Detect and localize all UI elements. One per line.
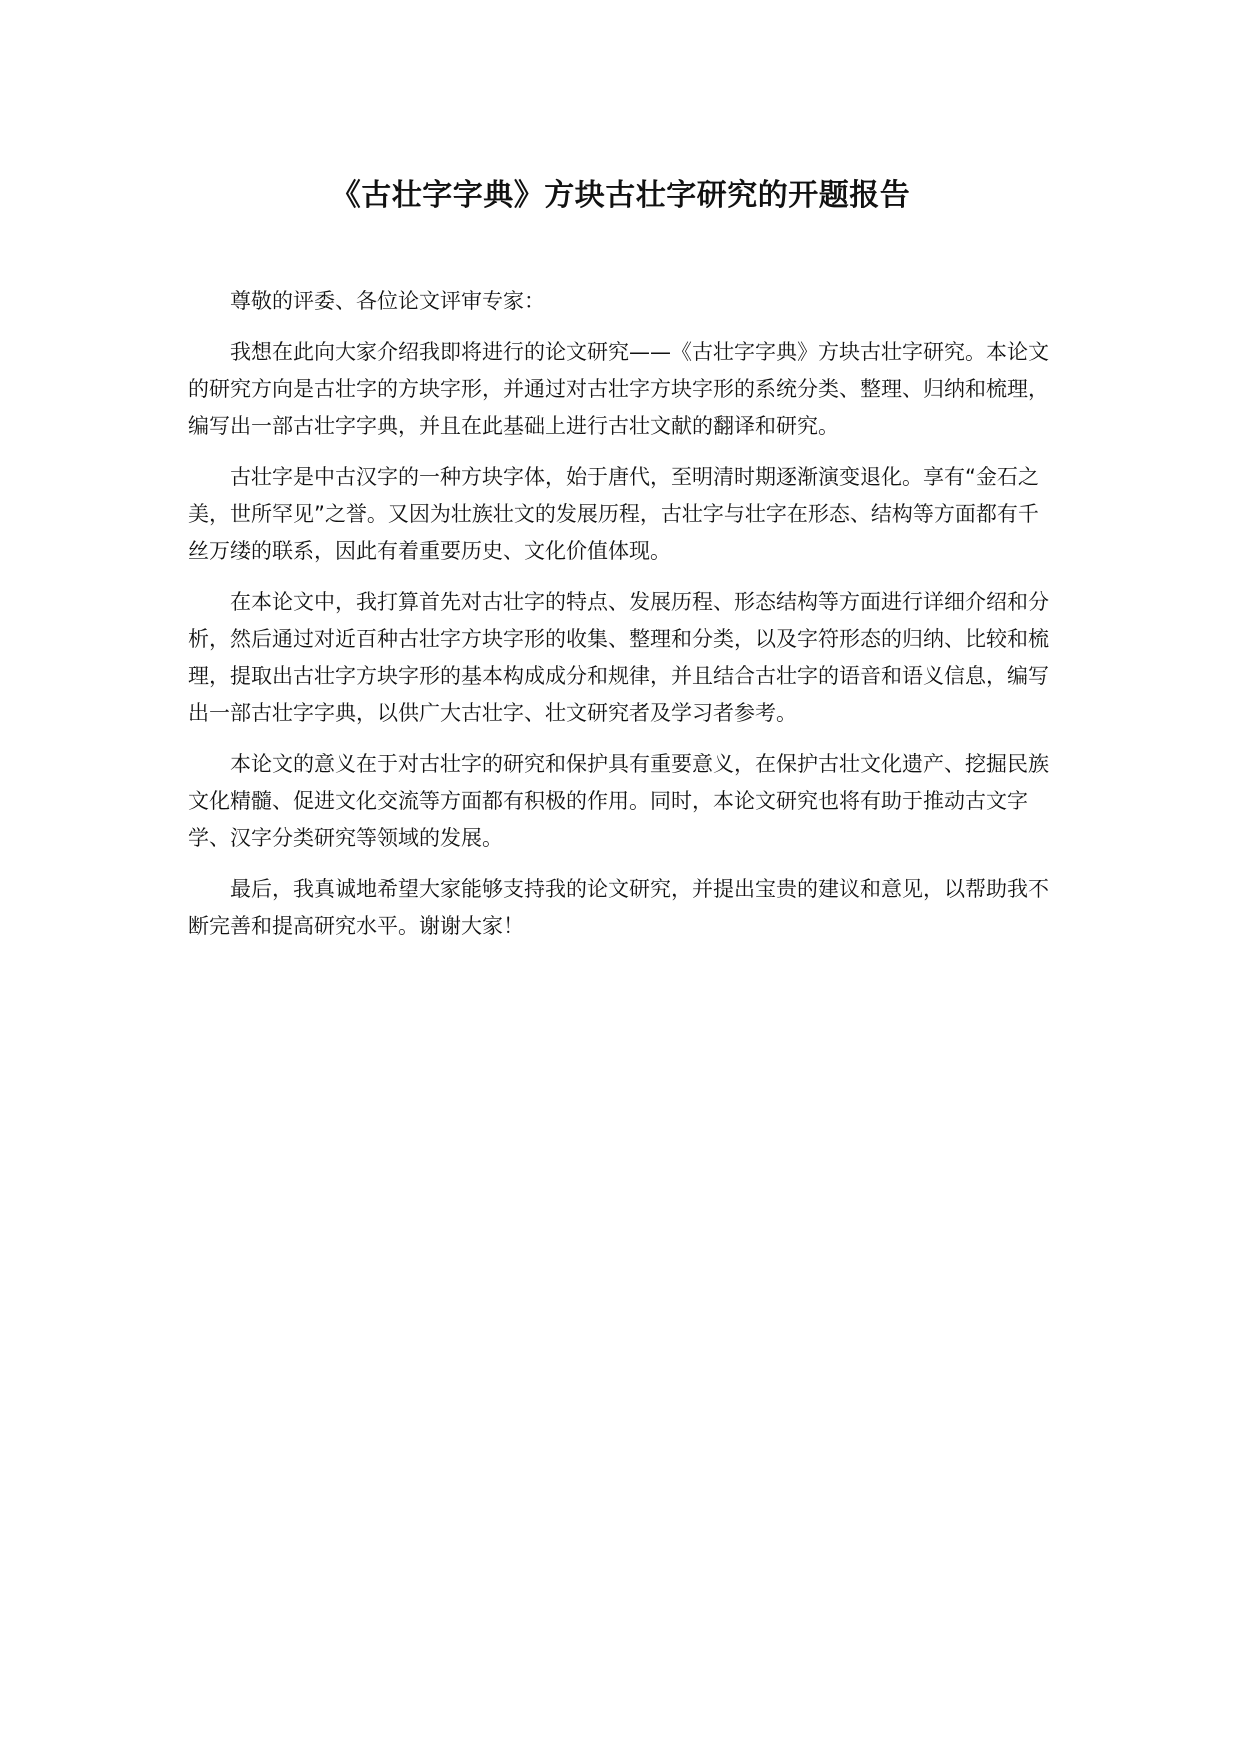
paragraph-research-plan: 在本论文中，我打算首先对古壮字的特点、发展历程、形态结构等方面进行详细介绍和分析，然后通过对近百种古壮字方块字形的收集、整理和分类，以及字符形态的归纳、比较和梳理，提取出古壮字方块字形的基本构成成分和规律，并且结合古壮字的语音和语义信息，编写出一部古壮字字典，以供广大古壮字、壮文研究者及学习者参考。 <box>188 590 1049 725</box>
paragraph-background: 古壮字是中古汉字的一种方块字体，始于唐代，至明清时期逐渐演变退化。享有“金石之美，世所罕见”之誉。又因为壮族壮文的发展历程，古壮字与壮字在形态、结构等方面都有千丝万缕的联系，因此有着重要历史、文化价值体现。 <box>188 465 1039 563</box>
paragraph-closing: 最后，我真诚地希望大家能够支持我的论文研究，并提出宝贵的建议和意见，以帮助我不断完善和提高研究水平。谢谢大家！ <box>188 877 1049 938</box>
paragraph-significance: 本论文的意义在于对古壮字的研究和保护具有重要意义，在保护古壮文化遗产、挖掘民族文化精髓、促进文化交流等方面都有积极的作用。同时，本论文研究也将有助于推动古文字学、汉字分类研究等领域的发展。 <box>188 752 1049 850</box>
document-title: 《古壮字字典》方块古壮字研究的开题报告 <box>330 178 911 213</box>
paragraph-salutation: 尊敬的评委、各位论文评审专家： <box>230 289 545 313</box>
paragraph-introduction: 我想在此向大家介绍我即将进行的论文研究——《古壮字字典》方块古壮字研究。本论文的研究方向是古壮字的方块字形，并通过对古壮字方块字形的系统分类、整理、归纳和梳理，编写出一部古壮字字典，并且在此基础上进行古壮文献的翻译和研究。 <box>188 340 1049 438</box>
document-body <box>188 283 1056 959</box>
